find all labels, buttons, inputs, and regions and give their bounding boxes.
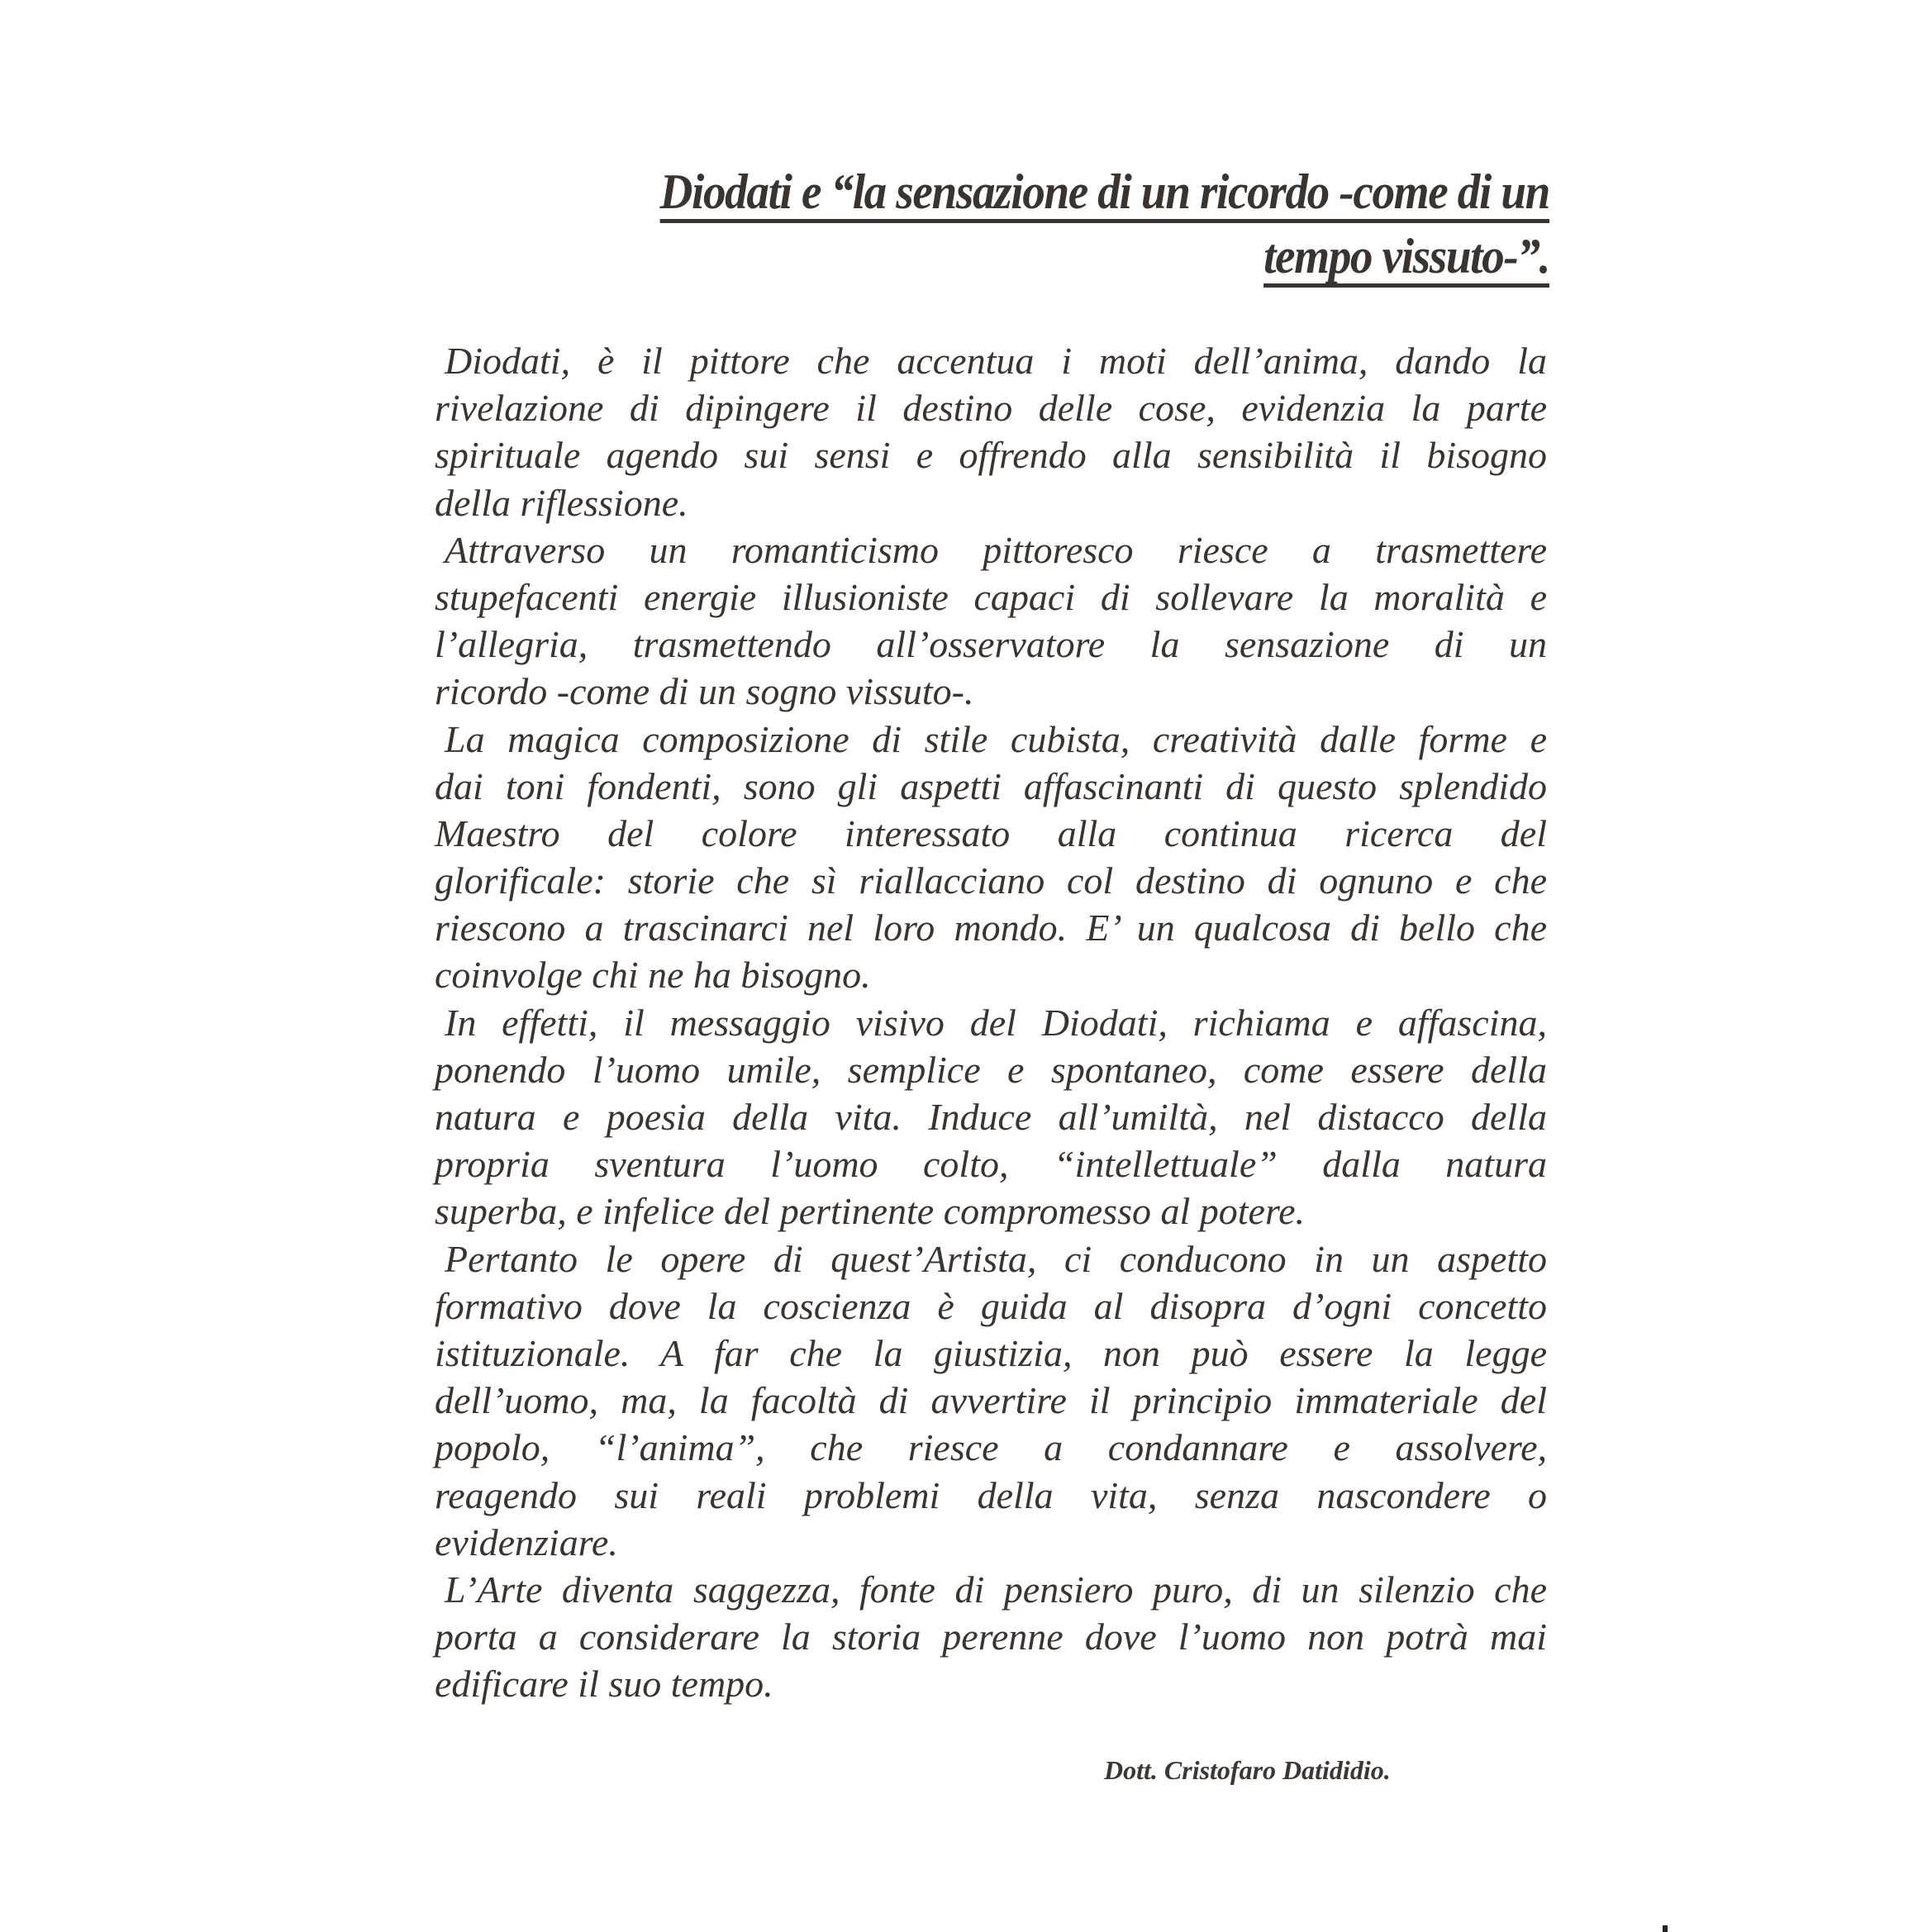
paragraph-line: stupefacenti energie illusioniste capaci di sollevare la moralità e bbox=[435, 575, 1547, 618]
paragraph-line: L’Arte diventa saggezza, fonte di pensiero puro, di un silenzio che bbox=[445, 1568, 1547, 1611]
paragraph-line: edificare il suo tempo. bbox=[435, 1663, 773, 1706]
title-line-1-text: Diodati e “la sensazione di un ricordo -come di un bbox=[660, 166, 1549, 223]
paragraph bbox=[435, 1235, 1547, 1566]
paragraph-line: evidenziare. bbox=[435, 1520, 618, 1563]
paragraph-line: natura e poesia della vita. Induce all’umiltà, nel distacco della bbox=[435, 1096, 1547, 1138]
paragraph-line: formativo dove la coscienza è guida al disopra d’ogni concetto bbox=[435, 1284, 1547, 1327]
paragraph-line: superba, e infelice del pertinente compromesso al potere. bbox=[435, 1190, 1306, 1233]
paragraph-line: della riflessione. bbox=[435, 481, 688, 524]
paragraph-line: reagendo sui reali problemi della vita, senza nascondere o bbox=[435, 1473, 1547, 1516]
document-body bbox=[435, 337, 1547, 1707]
paragraph-line: glorificale: storie che sì riallacciano col destino di ognuno e che bbox=[435, 859, 1547, 902]
paragraph-line: Diodati, è il pittore che accentua i moti dell’anima, dando la bbox=[445, 340, 1547, 382]
paragraph-line: In effetti, il messaggio visivo del Diodati, richiama e affascina, bbox=[445, 1001, 1547, 1044]
scan-artifact-mark bbox=[1663, 1925, 1668, 1932]
paragraph bbox=[435, 337, 1547, 526]
paragraph bbox=[435, 716, 1547, 999]
title-line-1 bbox=[561, 162, 1549, 223]
document-title bbox=[561, 162, 1549, 288]
title-line-2-text: tempo vissuto-”. bbox=[1263, 231, 1549, 288]
paragraph-line: Attraverso un romanticismo pittoresco riesce a trasmettere bbox=[445, 528, 1547, 571]
paragraph bbox=[435, 1566, 1547, 1708]
paragraph-line: riescono a trascinarci nel loro mondo. E’ un qualcosa di bello che bbox=[435, 907, 1547, 949]
paragraph-line: ponendo l’uomo umile, semplice e spontaneo, come essere della bbox=[435, 1048, 1547, 1091]
paragraph-line: ricordo -come di un sogno vissuto-. bbox=[435, 670, 974, 713]
paragraph-line: l’allegria, trasmettendo all’osservatore la sensazione di un bbox=[435, 623, 1547, 666]
paragraph-line: spirituale agendo sui sensi e offrendo alla sensibilità il bisogno bbox=[435, 434, 1547, 477]
paragraph-line: popolo, “l’anima”, che riesce a condannare e assolvere, bbox=[435, 1426, 1547, 1469]
paragraph-line: Maestro del colore interessato alla continua ricerca del bbox=[435, 811, 1547, 854]
paragraph-line: dell’uomo, ma, la facoltà di avvertire il principio immateriale del bbox=[435, 1379, 1547, 1422]
paragraph-line: porta a considerare la storia perenne dove l’uomo non potrà mai bbox=[435, 1616, 1547, 1658]
signature: Dott. Cristofaro Datididio. bbox=[1104, 1755, 1391, 1785]
paragraph-line: dai toni fondenti, sono gli aspetti affascinanti di questo splendido bbox=[435, 764, 1547, 807]
title-line-2 bbox=[561, 226, 1549, 288]
paragraph-line: Pertanto le opere di quest’Artista, ci conducono in un aspetto bbox=[445, 1237, 1547, 1280]
paragraph-line: rivelazione di dipingere il destino delle cose, evidenzia la parte bbox=[435, 387, 1547, 430]
paragraph-line: istituzionale. A far che la giustizia, non può essere la legge bbox=[435, 1331, 1547, 1374]
paragraph-line: La magica composizione di stile cubista, creatività dalle forme e bbox=[445, 717, 1547, 760]
paragraph-line: coinvolge chi ne ha bisogno. bbox=[435, 954, 871, 997]
paragraph bbox=[435, 999, 1547, 1235]
paragraph-line: propria sventura l’uomo colto, “intellettuale” dalla natura bbox=[435, 1143, 1547, 1186]
paragraph bbox=[435, 526, 1547, 716]
